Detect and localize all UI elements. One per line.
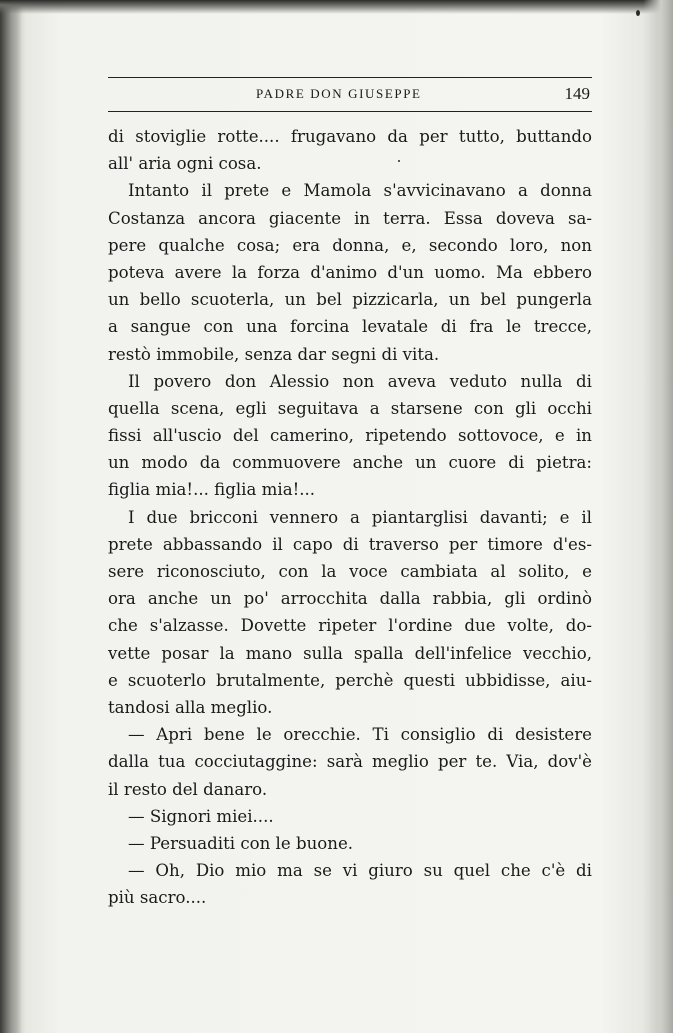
- text-line: restò immobile, senza dar segni di vita.: [108, 344, 440, 364]
- text-line: — Apri bene le orecchie. Ti consiglio di desistere: [128, 725, 592, 745]
- running-title: PADRE DON GIUSEPPE: [256, 86, 422, 101]
- text-line: — Signori miei....: [128, 806, 274, 826]
- header-rule-bottom: [108, 111, 592, 112]
- text-line: dalla tua cocciutaggine: sarà meglio per te. Via, dov'è: [108, 752, 592, 772]
- right-page-edge: [643, 0, 673, 1033]
- text-line: Intanto il prete e Mamola s'avvicinavano a donna: [128, 181, 592, 201]
- text-line: sere riconosciuto, con la voce cambiata al solito, e: [108, 562, 592, 581]
- text-line: figlia mia!... figlia mia!...: [108, 480, 316, 500]
- page-number: 149: [564, 84, 590, 103]
- book-binding-shadow: [0, 0, 22, 1033]
- text-line: pere qualche cosa; era donna, e, secondo loro, non: [108, 235, 592, 255]
- text-line: all' aria ogni cosa.: [108, 154, 262, 174]
- text-line: Il povero don Alessio non aveva veduto nulla di: [128, 371, 592, 391]
- text-line: e scuoterlo brutalmente, perchè questi ubbidisse, aiu-: [108, 670, 592, 690]
- text-line: che s'alzasse. Dovette ripeter l'ordine due volte, do-: [108, 616, 592, 636]
- text-line: tandosi alla meglio.: [108, 697, 273, 717]
- text-line: prete abbassando il capo di traverso per timore d'es-: [108, 534, 592, 554]
- text-line: quella scena, egli seguitava a starsene con gli occhi: [108, 398, 592, 418]
- text-line: più sacro....: [108, 888, 207, 908]
- text-line: Costanza ancora giacente in terra. Essa doveva sa-: [108, 208, 592, 228]
- text-line: di stoviglie rotte.... frugavano da per tutto, buttando: [108, 127, 592, 146]
- text-line: un bello scuoterla, un bel pizzicarla, un bel pungerla: [108, 290, 592, 310]
- ink-speck: [636, 10, 640, 16]
- text-line: vette posar la mano sulla spalla dell'infelice vecchio,: [108, 643, 592, 663]
- text-line: ora anche un po' arrocchita dalla rabbia, gli ordinò: [108, 589, 592, 609]
- text-line: il resto del danaro.: [108, 779, 268, 799]
- text-line: — Oh, Dio mio ma se vi giuro su quel che c'è di: [128, 861, 592, 881]
- header-rule-top: [108, 77, 592, 78]
- text-line: un modo da commuovere anche un cuore di pietra:: [108, 453, 592, 473]
- book-page: [108, 0, 594, 1033]
- running-head: [108, 85, 592, 107]
- text-line: — Persuaditi con le buone.: [128, 833, 354, 853]
- body-text: [108, 123, 592, 911]
- text-line: fissi all'uscio del camerino, ripetendo sottovoce, e in: [108, 426, 592, 446]
- text-line: a sangue con una forcina levatale di fra le trecce,: [108, 317, 592, 337]
- text-line: I due bricconi vennero a piantarglisi davanti; e il: [128, 507, 592, 527]
- text-line: poteva avere la forza d'animo d'un uomo. Ma ebbero: [108, 262, 592, 282]
